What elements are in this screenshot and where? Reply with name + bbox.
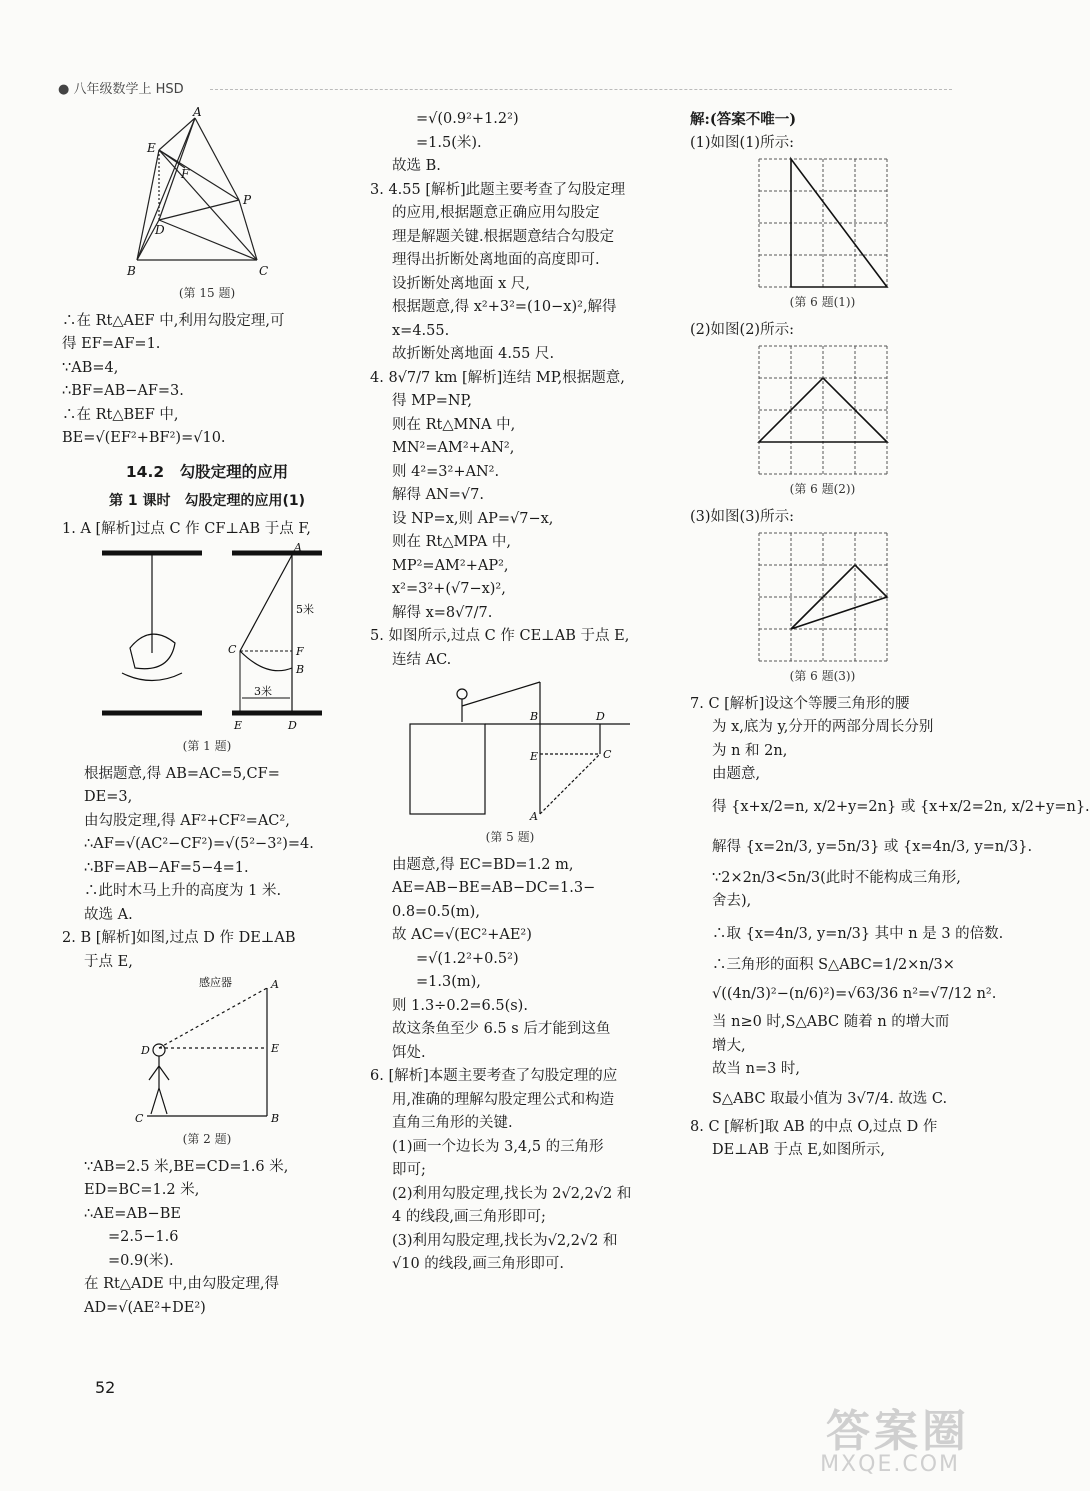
text-line: 则 4²=3²+AN². xyxy=(392,463,500,480)
fig2-label: D xyxy=(141,1044,150,1057)
text-line: =1.3(m), xyxy=(416,974,481,990)
column-1 xyxy=(62,105,352,1320)
text-line: 0.8=0.5(m), xyxy=(392,903,480,920)
text-line: 增大, xyxy=(712,1037,746,1054)
fig5-label: C xyxy=(603,748,612,761)
figure-caption: (第 6 题(3)) xyxy=(789,669,856,683)
text-line: (1)画一个边长为 3,4,5 的三角形 xyxy=(392,1138,604,1155)
text-line: 则在 Rt△MNA 中, xyxy=(392,416,516,433)
text-line: 得 EF=AF=1. xyxy=(62,336,161,352)
text-line: 饵处. xyxy=(392,1044,426,1061)
text-line: 故选 B. xyxy=(392,158,441,174)
fig5-label: D xyxy=(596,710,605,723)
fig2-label: B xyxy=(271,1112,280,1125)
column-2 xyxy=(370,108,650,1277)
fig2-label: E xyxy=(271,1042,280,1055)
watermark-url: MXQE.COM xyxy=(820,1452,960,1477)
text-line: (3)如图(3)所示: xyxy=(690,508,794,525)
text-line: BE=√(EF²+BF²)=√10. xyxy=(62,430,226,446)
text-line: =2.5−1.6 xyxy=(108,1229,179,1245)
text-line: 设折断处离地面 x 尺, xyxy=(392,275,531,292)
equation-system: 解得 {x=2n/3, y=5n/3} 或 {x=4n/3, y=n/3}. xyxy=(712,838,1033,855)
text-line: ∵AB=2.5 米,BE=CD=1.6 米, xyxy=(84,1158,289,1175)
text-line: 理得出折断处离地面的高度即可. xyxy=(392,252,600,268)
text-line: ∴在 Rt△AEF 中,利用勾股定理,可 xyxy=(62,312,285,329)
text-line: 得 MP=NP, xyxy=(392,393,472,409)
text-line: 设 NP=x,则 AP=√7−x, xyxy=(392,510,554,527)
question-2: 2. B [解析]如图,过点 D 作 DE⊥AB xyxy=(62,930,296,946)
fig1-label: A xyxy=(294,541,302,554)
text-line: DE=3, xyxy=(84,789,133,805)
text-line: AE=AB−BE=AB−DC=1.3− xyxy=(392,880,596,896)
fig1-label: C xyxy=(228,643,237,656)
fig1-label: F xyxy=(296,645,304,658)
text-line: 故选 A. xyxy=(84,906,133,923)
question-3: 3. 4.55 [解析]此题主要考查了勾股定理 xyxy=(370,181,626,198)
text-line: ED=BC=1.2 米, xyxy=(84,1182,200,1198)
answer-heading: 解:(答案不唯一) xyxy=(690,111,797,128)
text-line: 于点 E, xyxy=(84,953,133,970)
question-6: 6. [解析]本题主要考查了勾股定理的应 xyxy=(370,1068,618,1084)
fig1-label: 3米 xyxy=(254,685,272,698)
text-line: ∴三角形的面积 S△ABC=1/2×n/3× xyxy=(712,956,955,973)
text-line: 舍去), xyxy=(712,893,752,909)
text-line: ∴BF=AB−AF=5−4=1. xyxy=(84,859,249,876)
text-line: (1)如图(1)所示: xyxy=(690,134,794,151)
text-line: ∴AE=AB−BE xyxy=(84,1205,181,1222)
fig1-label: B xyxy=(296,663,305,676)
text-line: 故 AC=√(EC²+AE²) xyxy=(392,927,532,943)
text-line: √10 的线段,画三角形即可. xyxy=(392,1256,565,1272)
watermark-logo: 答案圈 xyxy=(826,1406,970,1457)
text-line: (2)利用勾股定理,找长为 2√2,2√2 和 xyxy=(392,1185,632,1202)
text-line: 即可; xyxy=(392,1162,426,1178)
fig15-label: A xyxy=(193,105,202,119)
text-line: 理是解题关键.根据题意结合勾股定 xyxy=(392,228,615,245)
grid-figure-2 xyxy=(757,344,889,476)
equation-system: ∴取 {x=4n/3, y=n/3} 其中 n 是 3 的倍数. xyxy=(712,925,1004,942)
figure-2 xyxy=(117,976,297,1126)
question-8: 8. C [解析]取 AB 的中点 O,过点 D 作 xyxy=(690,1118,938,1135)
text-line: 由题意,得 EC=BD=1.2 m, xyxy=(392,856,574,873)
text-line: =√(0.9²+1.2²) xyxy=(416,111,519,127)
lesson-title: 第 1 课时 勾股定理的应用(1) xyxy=(108,493,306,509)
fig15-label: D xyxy=(155,223,165,237)
text-line: ∴AF=√(AC²−CF²)=√(5²−3²)=4. xyxy=(84,836,314,852)
fig15-label: B xyxy=(127,264,136,278)
figure-1 xyxy=(82,543,332,733)
header-divider xyxy=(210,89,952,90)
question-7: 7. C [解析]设这个等腰三角形的腰 xyxy=(690,695,910,712)
text-line: S△ABC 取最小值为 3√7/4. 故选 C. xyxy=(712,1090,948,1107)
text-line: MP²=AM²+AP², xyxy=(392,557,509,574)
text-line: ∵AB=4, xyxy=(62,359,119,376)
fig15-label: E xyxy=(147,141,156,155)
text-line: 当 n≥0 时,S△ABC 随着 n 的增大而 xyxy=(712,1014,950,1030)
text-line: 根据题意,得 AB=AC=5,CF= xyxy=(84,765,280,782)
text-line: 连结 AC. xyxy=(392,651,452,668)
text-line: 在 Rt△ADE 中,由勾股定理,得 xyxy=(84,1276,280,1292)
text-line: 的应用,根据题意正确应用勾股定 xyxy=(392,205,600,221)
text-line: 故折断处离地面 4.55 尺. xyxy=(392,346,555,362)
figure-5 xyxy=(390,674,630,824)
section-title: 14.2 勾股定理的应用 xyxy=(125,462,289,481)
text-line: √((4n/3)²−(n/6)²)=√63/36 n²=√7/12 n². xyxy=(712,986,997,1002)
fig2-label: A xyxy=(271,978,279,991)
question-4: 4. 8√7/7 km [解析]连结 MP,根据题意, xyxy=(370,369,625,386)
page-number: 52 xyxy=(95,1378,116,1397)
fig1-label: D xyxy=(288,719,297,732)
grid-figure-3 xyxy=(757,531,889,663)
text-line: 由勾股定理,得 AF²+CF²=AC², xyxy=(84,812,290,829)
question-1: 1. A [解析]过点 C 作 CF⊥AB 于点 F, xyxy=(62,520,311,537)
text-line: 故当 n=3 时, xyxy=(712,1061,801,1077)
figure-caption: (第 2 题) xyxy=(182,1132,232,1146)
text-line: MN²=AM²+AN², xyxy=(392,440,515,456)
text-line: 用,准确的理解勾股定理公式和构造 xyxy=(392,1091,615,1108)
figure-caption: (第 6 题(2)) xyxy=(789,482,856,496)
fig15-label: P xyxy=(243,193,252,207)
text-line: AD=√(AE²+DE²) xyxy=(84,1299,206,1316)
fig5-label: A xyxy=(530,810,538,823)
text-line: ∴在 Rt△BEF 中, xyxy=(62,406,179,423)
text-line: 则 1.3÷0.2=6.5(s). xyxy=(392,997,528,1014)
figure-15 xyxy=(127,105,287,280)
text-line: x=4.55. xyxy=(392,322,450,339)
figure-caption: (第 6 题(1)) xyxy=(789,295,856,309)
text-line: 为 n 和 2n, xyxy=(712,742,788,759)
figure-caption: (第 1 题) xyxy=(182,739,232,753)
text-line: 由题意, xyxy=(712,766,761,782)
text-line: 为 x,底为 y,分开的两部分周长分别 xyxy=(712,719,934,735)
text-line: =√(1.2²+0.5²) xyxy=(416,950,519,967)
text-line: ∴BF=AB−AF=3. xyxy=(62,383,184,399)
running-header: ● 八年级数学上 HSD xyxy=(58,82,184,97)
text-line: 解得 x=8√7/7. xyxy=(392,604,493,621)
text-line: ∴此时木马上升的高度为 1 米. xyxy=(84,883,282,899)
text-line: 直角三角形的关键. xyxy=(392,1115,513,1131)
figure-caption: (第 5 题) xyxy=(485,830,535,844)
text-line: 根据题意,得 x²+3²=(10−x)²,解得 xyxy=(392,299,617,315)
text-line: ∵2×2n/3<5n/3(此时不能构成三角形, xyxy=(712,869,961,886)
text-line: 则在 Rt△MPA 中, xyxy=(392,534,511,550)
question-5: 5. 如图所示,过点 C 作 CE⊥AB 于点 E, xyxy=(370,628,630,644)
text-line: DE⊥AB 于点 E,如图所示, xyxy=(712,1142,885,1158)
fig15-label: C xyxy=(259,264,269,278)
grid-figure-1 xyxy=(757,157,889,289)
text-line: (2)如图(2)所示: xyxy=(690,321,794,338)
figure-caption: (第 15 题) xyxy=(178,286,236,300)
text-line: (3)利用勾股定理,找长为√2,2√2 和 xyxy=(392,1232,618,1249)
column-3 xyxy=(690,108,1090,1163)
fig2-label: C xyxy=(135,1112,144,1125)
text-line: x²=3²+(√7−x)², xyxy=(392,581,506,597)
fig1-label: E xyxy=(234,719,243,732)
text-line: 4 的线段,画三角形即可; xyxy=(392,1209,546,1225)
fig1-label: 5米 xyxy=(296,603,314,616)
text-line: =1.5(米). xyxy=(416,134,482,151)
equation-system: 得 {x+x/2=n, x/2+y=2n} 或 {x+x/2=2n, x/2+y=n}. xyxy=(712,798,1090,815)
text-line: 故这条鱼至少 6.5 s 后才能到这鱼 xyxy=(392,1021,611,1037)
fig2-label: 感应器 xyxy=(199,976,232,989)
text-line: =0.9(米). xyxy=(108,1252,174,1269)
fig5-label: E xyxy=(530,750,539,763)
header-title: 八年级数学上 HSD xyxy=(73,82,184,97)
text-line: 解得 AN=√7. xyxy=(392,487,484,503)
fig15-label: F xyxy=(181,167,190,181)
fig5-label: B xyxy=(530,710,539,723)
